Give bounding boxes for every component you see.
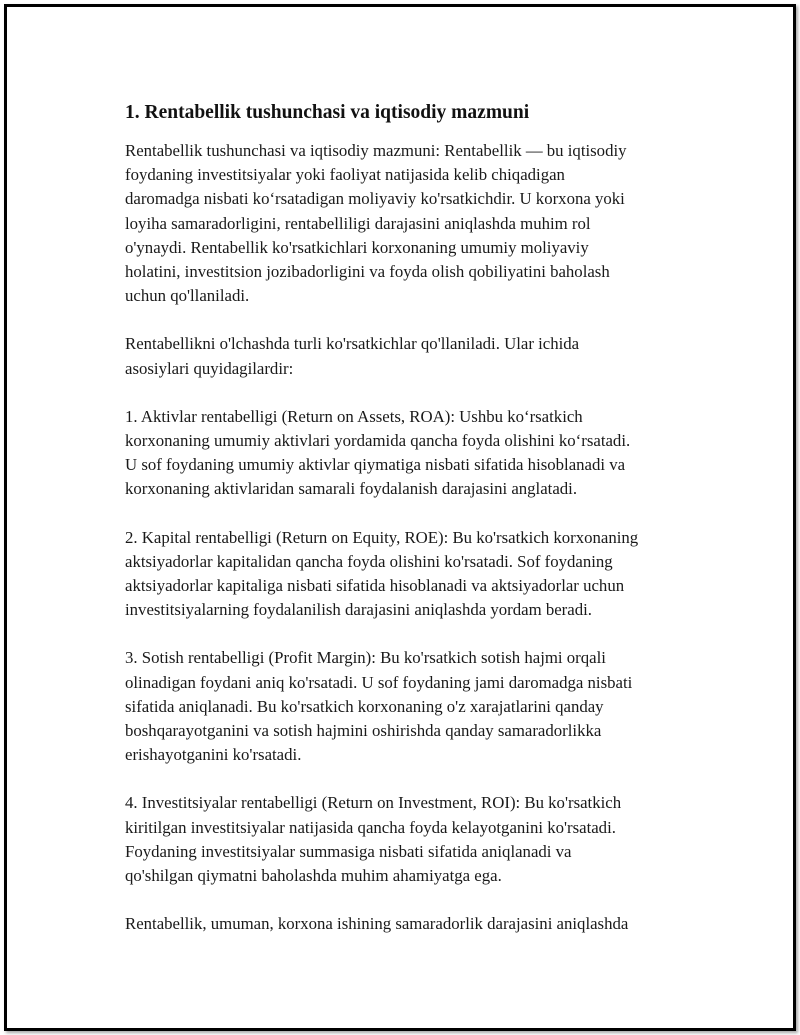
document-page bbox=[4, 4, 796, 1031]
section-heading: 1. Rentabellik tushunchasi va iqtisodiy mazmuni bbox=[125, 102, 530, 123]
paragraph-definition: Rentabellik tushunchasi va iqtisodiy mazmuni: Rentabellik — bu iqtisodiy foydaning investitsiyalar yoki faoliyat natijasida kelib chiqadigan daromadga nisbati koʻrsatadigan moliyaviy ko'rsatkichdir. U korxona yoki loyiha samaradorligini, rentabelliligi darajasini aniqlashda muhim rol o'ynaydi. Rentabellik ko'rsatkichlari korxonaning umumiy moliyaviy holatini, investitsion jozibadorligini va foyda olish qobiliyatini baholash uchun qo'llaniladi. bbox=[125, 141, 627, 306]
paragraph-roa: 1. Aktivlar rentabelligi (Return on Assets, ROA): Ushbu koʻrsatkich korxonaning umumiy aktivlari yordamida qancha foyda olishini koʻrsatadi. U sof foydaning umumiy aktivlar qiymatiga nisbati sifatida hisoblanadi va korxonaning aktivlaridan samarali foydalanish darajasini anglatadi. bbox=[125, 406, 631, 499]
document-body bbox=[125, 100, 705, 960]
paragraph-roe: 2. Kapital rentabelligi (Return on Equity, ROE): Bu ko'rsatkich korxonaning aktsiyadorlar kapitalidan qancha foyda olishini ko'rsatadi. Sof foydaning aktsiyadorlar kapitaliga nisbati sifatida hisoblanadi va aktsiyadorlar uchun investitsiyalarning foydalanilish darajasini aniqlashda yordam beradi. bbox=[125, 527, 639, 620]
paragraph-indicators-intro: Rentabellikni o'lchashda turli ko'rsatkichlar qo'llaniladi. Ular ichida asosiylari quyidagilardir: bbox=[125, 334, 580, 378]
paragraph-profit-margin: 3. Sotish rentabelligi (Profit Margin): Bu ko'rsatkich sotish hajmi orqali olinadigan foydani aniq ko'rsatadi. U sof foydaning jami daromadga nisbati sifatida aniqlanadi. Bu ko'rsatkich korxonaning o'z xarajatlarini qanday boshqarayotganini va sotish hajmini oshirishda qanday samaradorlikka erishayotganini ko'rsatadi. bbox=[125, 648, 633, 765]
paragraph-conclusion: Rentabellik, umuman, korxona ishining samaradorlik darajasini aniqlashda bbox=[125, 914, 629, 934]
paragraph-roi: 4. Investitsiyalar rentabelligi (Return on Investment, ROI): Bu ko'rsatkich kiritilgan investitsiyalar natijasida qancha foyda kelayotganini ko'rsatadi. Foydaning investitsiyalar summasiga nisbati sifatida aniqlanadi va qo'shilgan qiymatni baholashda muhim ahamiyatga ega. bbox=[125, 793, 622, 886]
